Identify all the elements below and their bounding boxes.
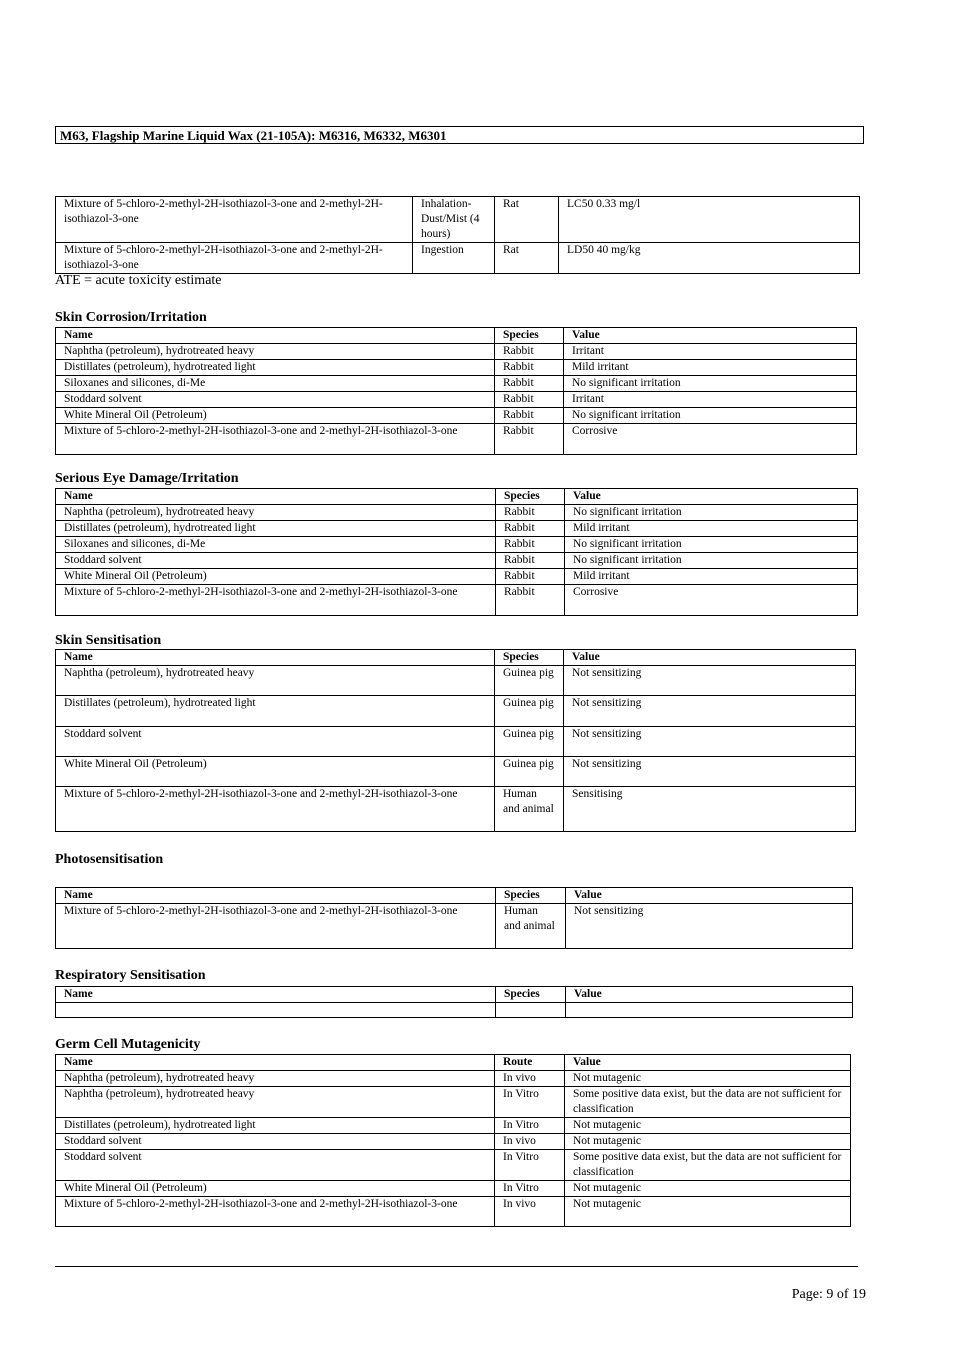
table-cell: Mixture of 5-chloro-2-methyl-2H-isothiazol-3-one and 2-methyl-2H-isothiazol-3-one — [56, 585, 496, 616]
table-row — [56, 726, 856, 756]
table-cell: Mixture of 5-chloro-2-methyl-2H-isothiazol-3-one and 2-methyl-2H-isothiazol-3-one — [56, 787, 495, 832]
table-cell: Human and animal — [495, 787, 564, 832]
section-title-germ-cell: Germ Cell Mutagenicity — [55, 1037, 201, 1052]
skin-sensitisation-header — [56, 650, 856, 666]
column-header: Value — [565, 1055, 851, 1071]
table-row — [56, 424, 857, 455]
table-cell: Not mutagenic — [565, 1134, 851, 1150]
table-cell: Distillates (petroleum), hydrotreated light — [56, 521, 496, 537]
header-row — [56, 328, 857, 344]
table-cell: LD50 40 mg/kg — [559, 243, 860, 274]
table-cell: Not sensitizing — [564, 726, 856, 756]
eye-damage-table — [55, 488, 858, 616]
column-header: Name — [56, 650, 495, 666]
table-cell: Not mutagenic — [565, 1197, 851, 1227]
table-row — [56, 392, 857, 408]
table-cell: In vivo — [495, 1134, 565, 1150]
table-cell: In vivo — [495, 1197, 565, 1227]
column-header: Species — [495, 650, 564, 666]
table-row — [56, 1118, 851, 1134]
table-cell: White Mineral Oil (Petroleum) — [56, 569, 496, 585]
skin-sensitisation-table — [55, 649, 856, 832]
table-cell: Inhalation-Dust/Mist (4 hours) — [413, 197, 495, 243]
header-row — [56, 888, 853, 904]
table-cell: Mixture of 5-chloro-2-methyl-2H-isothiazol-3-one and 2-methyl-2H-isothiazol-3-one — [56, 1197, 495, 1227]
table-cell: Corrosive — [564, 424, 857, 455]
table-cell: Not sensitizing — [564, 696, 856, 726]
column-header: Name — [56, 888, 496, 904]
respiratory-sensitisation-header — [56, 987, 853, 1003]
table-cell: Mild irritant — [565, 569, 858, 585]
footer-rule — [55, 1266, 858, 1267]
table-cell: Rabbit — [495, 408, 564, 424]
table-cell: Rabbit — [495, 424, 564, 455]
germ-cell-header — [56, 1055, 851, 1071]
table-cell: Mixture of 5-chloro-2-methyl-2H-isothiazol-3-one and 2-methyl-2H-isothiazol-3-one — [56, 424, 495, 455]
table-row — [56, 1181, 851, 1197]
germ-cell-table — [55, 1054, 851, 1227]
table-cell: Distillates (petroleum), hydrotreated light — [56, 1118, 495, 1134]
table-cell: Stoddard solvent — [56, 392, 495, 408]
table-cell: Irritant — [564, 392, 857, 408]
germ-cell-body — [56, 1071, 851, 1227]
table-cell: Guinea pig — [495, 666, 564, 696]
table-row — [56, 537, 858, 553]
table-cell: Distillates (petroleum), hydrotreated light — [56, 360, 495, 376]
ate-note: ATE = acute toxicity estimate — [55, 273, 222, 288]
page-number: Page: 9 of 19 — [791, 1287, 866, 1302]
table-cell: Rat — [495, 243, 559, 274]
header-row — [56, 650, 856, 666]
table-cell: In Vitro — [495, 1118, 565, 1134]
column-header: Value — [566, 888, 853, 904]
table-cell: Not mutagenic — [565, 1181, 851, 1197]
skin-sensitisation-body — [56, 666, 856, 832]
table-cell: Mixture of 5-chloro-2-methyl-2H-isothiazol-3-one and 2-methyl-2H-isothiazol-3-one — [56, 197, 413, 243]
table-row — [56, 1087, 851, 1118]
table-cell: Guinea pig — [495, 696, 564, 726]
header-row — [56, 987, 853, 1003]
table-row — [56, 1150, 851, 1181]
table-cell: Rabbit — [496, 537, 565, 553]
table-cell: Rabbit — [496, 585, 565, 616]
table-cell: Human and animal — [496, 904, 566, 949]
column-header: Name — [56, 489, 496, 505]
photosensitisation-table — [55, 887, 853, 949]
section-title-skin-sensitisation: Skin Sensitisation — [55, 633, 162, 648]
column-header: Species — [496, 987, 566, 1003]
table-cell: Sensitising — [564, 787, 856, 832]
table-cell — [56, 1003, 496, 1018]
table-cell: Stoddard solvent — [56, 553, 496, 569]
table-row — [56, 904, 853, 949]
table-cell: Naphtha (petroleum), hydrotreated heavy — [56, 505, 496, 521]
table-cell: Rabbit — [495, 344, 564, 360]
table-cell: Some positive data exist, but the data are not sufficient for classification — [565, 1150, 851, 1181]
table-cell: Siloxanes and silicones, di-Me — [56, 376, 495, 392]
respiratory-sensitisation-body — [56, 1003, 853, 1018]
column-header: Species — [496, 489, 565, 505]
table-row — [56, 585, 858, 616]
section-title-photosensitisation: Photosensitisation — [55, 852, 164, 867]
table-row — [56, 243, 860, 274]
table-cell: Rabbit — [495, 360, 564, 376]
table-cell: In Vitro — [495, 1087, 565, 1118]
section-title-skin-corrosion: Skin Corrosion/Irritation — [55, 310, 207, 325]
skin-corrosion-body — [56, 344, 857, 455]
table-cell: Not sensitizing — [564, 666, 856, 696]
table-row — [56, 197, 860, 243]
respiratory-sensitisation-table — [55, 986, 853, 1018]
eye-damage-body — [56, 505, 858, 616]
table-cell: White Mineral Oil (Petroleum) — [56, 1181, 495, 1197]
table-cell: Rabbit — [496, 505, 565, 521]
table-row — [56, 1071, 851, 1087]
table-cell: No significant irritation — [564, 376, 857, 392]
table-cell: No significant irritation — [565, 505, 858, 521]
table-row — [56, 696, 856, 726]
table-cell: Not sensitizing — [566, 904, 853, 949]
column-header: Value — [564, 650, 856, 666]
table-row — [56, 569, 858, 585]
table-cell: Irritant — [564, 344, 857, 360]
table-cell: Mild irritant — [564, 360, 857, 376]
acute-toxicity-body — [56, 197, 860, 274]
table-cell: White Mineral Oil (Petroleum) — [56, 408, 495, 424]
table-row — [56, 505, 858, 521]
table-cell: Stoddard solvent — [56, 1134, 495, 1150]
table-row — [56, 787, 856, 832]
photosensitisation-header — [56, 888, 853, 904]
table-row — [56, 756, 856, 786]
eye-damage-header — [56, 489, 858, 505]
table-cell: Stoddard solvent — [56, 1150, 495, 1181]
table-cell: Rabbit — [495, 376, 564, 392]
table-cell: Not mutagenic — [565, 1118, 851, 1134]
table-cell: No significant irritation — [564, 408, 857, 424]
table-row — [56, 553, 858, 569]
column-header: Value — [565, 489, 858, 505]
table-row — [56, 1197, 851, 1227]
table-cell: Not mutagenic — [565, 1071, 851, 1087]
table-cell: Corrosive — [565, 585, 858, 616]
column-header: Name — [56, 1055, 495, 1071]
column-header: Value — [564, 328, 857, 344]
photosensitisation-body — [56, 904, 853, 949]
header-row — [56, 489, 858, 505]
table-cell: Mild irritant — [565, 521, 858, 537]
table-cell: Naphtha (petroleum), hydrotreated heavy — [56, 1087, 495, 1118]
table-row — [56, 1003, 853, 1018]
table-row — [56, 360, 857, 376]
table-cell: White Mineral Oil (Petroleum) — [56, 756, 495, 786]
table-cell — [566, 1003, 853, 1018]
table-row — [56, 1134, 851, 1150]
table-cell: Guinea pig — [495, 726, 564, 756]
table-cell: No significant irritation — [565, 553, 858, 569]
table-cell: Not sensitizing — [564, 756, 856, 786]
skin-corrosion-header — [56, 328, 857, 344]
table-cell: Naphtha (petroleum), hydrotreated heavy — [56, 1071, 495, 1087]
table-cell: In Vitro — [495, 1150, 565, 1181]
table-cell — [496, 1003, 566, 1018]
section-title-respiratory-sensitisation: Respiratory Sensitisation — [55, 968, 206, 983]
skin-corrosion-table — [55, 327, 857, 455]
table-cell: Rabbit — [496, 569, 565, 585]
table-cell: Stoddard solvent — [56, 726, 495, 756]
column-header: Value — [566, 987, 853, 1003]
table-row — [56, 376, 857, 392]
table-cell: Naphtha (petroleum), hydrotreated heavy — [56, 344, 495, 360]
table-cell: Some positive data exist, but the data are not sufficient for classification — [565, 1087, 851, 1118]
table-cell: No significant irritation — [565, 537, 858, 553]
table-row — [56, 666, 856, 696]
header-row — [56, 1055, 851, 1071]
table-cell: In Vitro — [495, 1181, 565, 1197]
table-cell: Siloxanes and silicones, di-Me — [56, 537, 496, 553]
table-cell: Rabbit — [495, 392, 564, 408]
document-title: M63, Flagship Marine Liquid Wax (21-105A): M6316, M6332, M6301 — [55, 126, 864, 144]
table-cell: Distillates (petroleum), hydrotreated light — [56, 696, 495, 726]
table-cell: LC50 0.33 mg/l — [559, 197, 860, 243]
column-header: Name — [56, 328, 495, 344]
column-header: Species — [496, 888, 566, 904]
table-cell: Mixture of 5-chloro-2-methyl-2H-isothiazol-3-one and 2-methyl-2H-isothiazol-3-one — [56, 243, 413, 274]
column-header: Route — [495, 1055, 565, 1071]
acute-toxicity-table — [55, 196, 860, 274]
table-cell: Rabbit — [496, 553, 565, 569]
table-cell: Naphtha (petroleum), hydrotreated heavy — [56, 666, 495, 696]
column-header: Name — [56, 987, 496, 1003]
table-row — [56, 408, 857, 424]
column-header: Species — [495, 328, 564, 344]
table-row — [56, 344, 857, 360]
table-cell: Rabbit — [496, 521, 565, 537]
table-cell: In vivo — [495, 1071, 565, 1087]
table-cell: Ingestion — [413, 243, 495, 274]
table-cell: Guinea pig — [495, 756, 564, 786]
table-row — [56, 521, 858, 537]
section-title-eye-damage: Serious Eye Damage/Irritation — [55, 471, 239, 486]
table-cell: Rat — [495, 197, 559, 243]
table-cell: Mixture of 5-chloro-2-methyl-2H-isothiazol-3-one and 2-methyl-2H-isothiazol-3-one — [56, 904, 496, 949]
